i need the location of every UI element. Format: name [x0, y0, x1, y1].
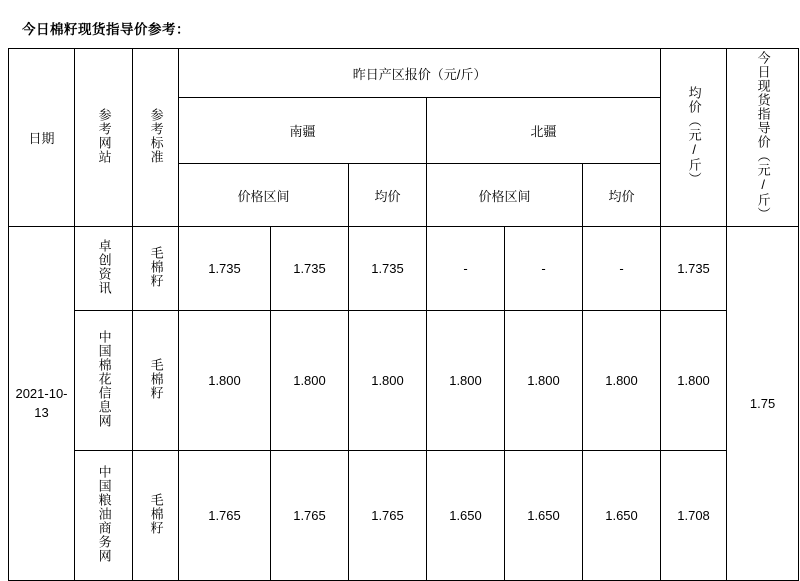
cell-south-avg: 1.765 [349, 451, 427, 581]
header-north-price-range [427, 164, 583, 227]
cell-south-high: 1.800 [271, 311, 349, 451]
cell-south-low: 1.800 [179, 311, 271, 451]
header-site [75, 49, 133, 227]
header-south-xinjiang [179, 98, 427, 164]
header-avg-price [661, 49, 727, 227]
header-site-label: 参考网站 [96, 108, 112, 164]
header-north-xinjiang-label: 北疆 [530, 124, 557, 140]
cell-avg: 1.708 [661, 451, 727, 581]
cell-standard [133, 451, 179, 581]
cell-north-high: 1.800 [505, 311, 583, 451]
header-today-guide [727, 49, 799, 227]
cell-site-label: 卓创资讯 [96, 239, 112, 295]
cell-avg: 1.735 [661, 227, 727, 311]
header-today-guide-label: 今日现货指导价（元/斤） [755, 51, 771, 221]
cell-standard [133, 227, 179, 311]
cell-north-avg: 1.650 [583, 451, 661, 581]
cell-standard-label: 毛棉籽 [148, 358, 164, 400]
header-north-average [583, 164, 661, 227]
header-south-price-range-label: 价格区间 [237, 188, 290, 204]
cell-north-high: 1.650 [505, 451, 583, 581]
table-row [9, 227, 799, 311]
header-yesterday-group [179, 49, 661, 98]
header-avg-price-label: 均价（元/斤） [686, 86, 702, 186]
cell-standard [133, 311, 179, 451]
cell-south-low: 1.765 [179, 451, 271, 581]
header-north-xinjiang [427, 98, 661, 164]
cell-north-low: 1.800 [427, 311, 505, 451]
header-south-xinjiang-label: 南疆 [289, 124, 316, 140]
header-south-average [349, 164, 427, 227]
header-north-price-range-label: 价格区间 [478, 188, 531, 204]
cell-site-label: 中国棉花信息网 [96, 330, 112, 428]
cell-standard-label: 毛棉籽 [148, 246, 164, 288]
cell-today-guide-value: 1.75 [727, 227, 799, 581]
cell-site [75, 311, 133, 451]
table-header-row-1 [9, 49, 799, 98]
cell-north-low: 1.650 [427, 451, 505, 581]
cell-south-high: 1.735 [271, 227, 349, 311]
table-row [9, 451, 799, 581]
header-south-price-range [179, 164, 349, 227]
cell-south-low: 1.735 [179, 227, 271, 311]
header-date-label: 日期 [28, 131, 55, 146]
cell-site-label: 中国粮油商务网 [96, 465, 112, 563]
header-date [9, 49, 75, 227]
cell-south-avg: 1.735 [349, 227, 427, 311]
header-standard [133, 49, 179, 227]
cell-north-avg: 1.800 [583, 311, 661, 451]
header-standard-label: 参考标准 [148, 108, 164, 164]
cell-site [75, 227, 133, 311]
cell-north-low: - [427, 227, 505, 311]
table-row [9, 311, 799, 451]
header-south-average-label: 均价 [374, 188, 401, 204]
page-title: 今日棉籽现货指导价参考： [22, 22, 190, 37]
cell-north-high: - [505, 227, 583, 311]
cell-north-avg: - [583, 227, 661, 311]
cell-south-avg: 1.800 [349, 311, 427, 451]
header-north-average-label: 均价 [608, 188, 635, 204]
cell-standard-label: 毛棉籽 [148, 493, 164, 535]
cell-south-high: 1.765 [271, 451, 349, 581]
cell-avg: 1.800 [661, 311, 727, 451]
cell-site [75, 451, 133, 581]
cell-date: 2021-10-13 [9, 227, 75, 581]
cottonseed-price-table [8, 48, 799, 581]
header-yesterday-group-label: 昨日产区报价（元/斤） [352, 66, 487, 82]
